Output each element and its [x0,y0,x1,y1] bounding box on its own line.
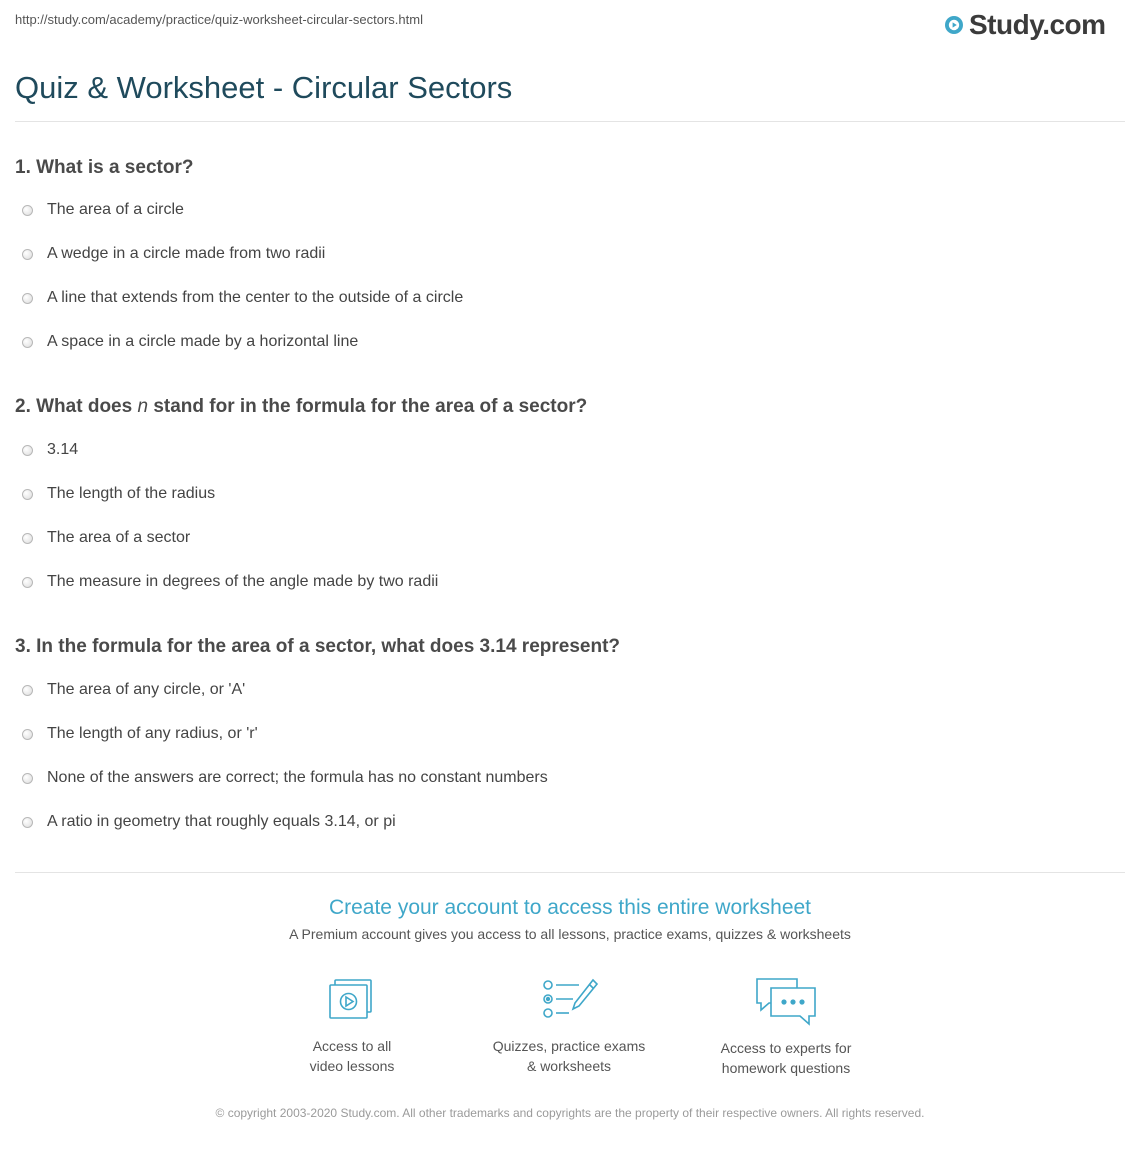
answer-label: None of the answers are correct; the formula has no constant numbers [47,769,548,786]
answer-option[interactable] [22,680,245,700]
radio-button[interactable] [22,293,33,304]
create-account-link[interactable]: Create your account to access this entire worksheet [328,896,812,919]
question-3: 3. In the formula for the area of a sector, what does 3.14 represent? [15,636,621,657]
answer-option[interactable] [22,528,190,548]
radio-button[interactable] [22,729,33,740]
answer-label: The area of a sector [47,529,191,546]
feature-label-line: homework questions [721,1060,851,1076]
question-2 [15,396,587,418]
radio-button[interactable] [22,337,33,348]
radio-button[interactable] [22,817,33,828]
answer-label: A space in a circle made by a horizontal line [47,333,359,350]
logo-text: Study.com [969,9,1106,40]
answer-label: 3.14 [47,441,79,458]
radio-button[interactable] [22,205,33,216]
answer-label: A ratio in geometry that roughly equals 3.14, or pi [47,813,396,830]
answer-label: The length of any radius, or 'r' [47,725,258,742]
question-2-variable: n [137,396,149,417]
answer-option[interactable] [22,724,258,744]
page-url: http://study.com/academy/practice/quiz-worksheet-circular-sectors.html [15,12,423,27]
answer-label: A line that extends from the center to the outside of a circle [47,289,464,306]
questions-divider [15,872,1125,873]
feature-label-line: Quizzes, practice exams [492,1038,646,1054]
feature-label-line: Access to experts for [720,1040,852,1056]
question-2-text-end: stand for in the formula for the area of a sector? [148,396,588,417]
answer-option[interactable] [22,768,548,788]
answer-option[interactable] [22,332,358,352]
answer-option[interactable] [22,200,184,220]
answer-option[interactable] [22,244,325,264]
answer-option[interactable] [22,440,78,460]
play-circle-icon [944,15,964,35]
question-2-text-start: 2. What does [15,396,138,417]
radio-button[interactable] [22,577,33,588]
answer-option[interactable] [22,572,438,592]
answer-label: A wedge in a circle made from two radii [47,245,326,262]
answer-label: The length of the radius [47,485,216,502]
feature-video-lessons [252,976,452,1076]
premium-description: A Premium account gives you access to all lessons, practice exams, quizzes & worksheets [289,926,851,942]
radio-button[interactable] [22,685,33,696]
feature-label-line: video lessons [309,1058,395,1074]
radio-button[interactable] [22,489,33,500]
feature-quizzes [469,976,669,1076]
radio-button[interactable] [22,445,33,456]
chat-bubbles-icon [753,976,819,1028]
answer-label: The measure in degrees of the angle made by two radii [47,573,439,590]
radio-button[interactable] [22,249,33,260]
page-title: Quiz & Worksheet - Circular Sectors [15,70,513,105]
answer-label: The area of any circle, or 'A' [47,681,246,698]
radio-button[interactable] [22,773,33,784]
question-1: 1. What is a sector? [15,157,194,178]
study-logo[interactable] [944,8,1106,42]
title-divider [15,121,1125,122]
answer-option[interactable] [22,484,215,504]
copyright-notice: © copyright 2003-2020 Study.com. All other trademarks and copyrights are the property of their respective owners. All rights reserved. [215,1106,925,1120]
answer-option[interactable] [22,288,463,308]
answer-option[interactable] [22,812,396,832]
answer-label: The area of a circle [47,201,184,218]
feature-label-line: & worksheets [526,1058,612,1074]
video-lessons-icon [322,976,382,1026]
feature-experts [686,976,886,1078]
radio-button[interactable] [22,533,33,544]
feature-label-line: Access to all [312,1038,392,1054]
quiz-checklist-icon [539,976,599,1026]
